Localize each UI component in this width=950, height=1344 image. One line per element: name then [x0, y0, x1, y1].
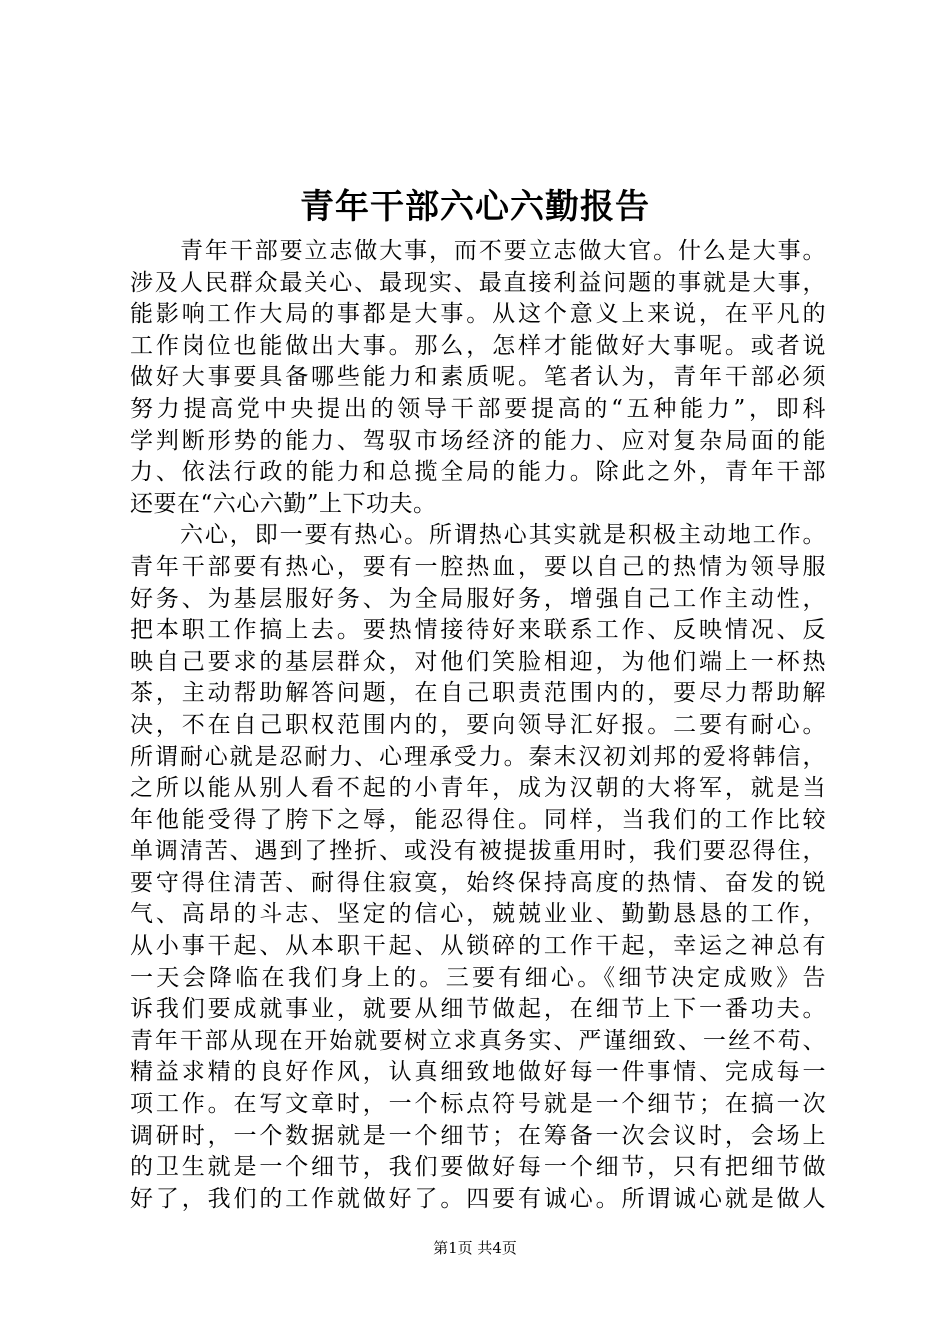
- text-line: 调研时，一个数据就是一个细节；在筹备一次会议时，会场上: [130, 1122, 826, 1149]
- text-line: 单调清苦、遇到了挫折、或没有被提拔重用时，我们要忍得住，: [130, 838, 826, 865]
- text-line: 青年干部要立志做大事，而不要立志做大官。什么是大事。: [180, 238, 826, 264]
- text-line: 力、依法行政的能力和总揽全局的能力。除此之外，青年干部: [130, 459, 826, 486]
- text-line: 涉及人民群众最关心、最现实、最直接利益问题的事就是大事，: [130, 269, 826, 296]
- text-line: 所谓耐心就是忍耐力、心理承受力。秦末汉初刘邦的爱将韩信，: [130, 743, 826, 770]
- text-line: 要守得住清苦、耐得住寂寞，始终保持高度的热情、奋发的锐: [130, 869, 826, 896]
- text-line: 一天会降临在我们身上的。三要有细心。《细节决定成败》告: [130, 964, 826, 991]
- text-line: 做好大事要具备哪些能力和素质呢。笔者认为，青年干部必须: [130, 364, 826, 391]
- text-line: 项工作。在写文章时，一个标点符号就是一个细节；在搞一次: [130, 1091, 826, 1118]
- page-footer: 第1页 共4页: [433, 1239, 517, 1257]
- text-line: 把本职工作搞上去。要热情接待好来联系工作、反映情况、反: [130, 617, 826, 644]
- text-line: 努力提高党中央提出的领导干部要提高的“五种能力”，即科: [130, 395, 826, 422]
- text-line: 能影响工作大局的事都是大事。从这个意义上来说，在平凡的: [130, 301, 826, 328]
- text-line: 之所以能从别人看不起的小青年，成为汉朝的大将军，就是当: [130, 775, 826, 802]
- text-line: 青年干部从现在开始就要树立求真务实、严谨细致、一丝不苟、: [130, 1027, 826, 1054]
- text-line: 六心，即一要有热心。所谓热心其实就是积极主动地工作。: [180, 522, 826, 549]
- text-line: 学判断形势的能力、驾驭市场经济的能力、应对复杂局面的能: [130, 427, 826, 454]
- text-line: 好务、为基层服好务、为全局服好务，增强自己工作主动性，: [130, 585, 826, 612]
- text-line: 决，不在自己职权范围内的，要向领导汇好报。二要有耐心。: [130, 711, 826, 738]
- text-line: 从小事干起、从本职干起、从锁碎的工作干起，幸运之神总有: [130, 933, 826, 960]
- text-line: 青年干部要有热心，要有一腔热血，要以自己的热情为领导服: [130, 553, 826, 580]
- document-title: 青年干部六心六勤报告: [300, 187, 650, 227]
- text-line: 诉我们要成就事业，就要从细节做起，在细节上下一番功夫。: [130, 996, 826, 1023]
- text-line: 气、高昂的斗志、坚定的信心，兢兢业业、勤勤恳恳的工作，: [130, 901, 826, 928]
- text-line: 茶，主动帮助解答问题，在自己职责范围内的，要尽力帮助解: [130, 680, 826, 707]
- text-line: 精益求精的良好作风，认真细致地做好每一件事情、完成每一: [130, 1059, 826, 1086]
- document-body: [130, 236, 826, 1215]
- text-line: 映自己要求的基层群众，对他们笑脸相迎，为他们端上一杯热: [130, 648, 826, 675]
- text-line: 的卫生就是一个细节，我们要做好每一个细节，只有把细节做: [130, 1154, 826, 1181]
- text-line: 好了，我们的工作就做好了。四要有诚心。所谓诚心就是做人: [130, 1185, 826, 1212]
- text-line: 还要在“六心六勤”上下功夫。: [130, 490, 437, 517]
- text-line: 年他能受得了胯下之辱，能忍得住。同样，当我们的工作比较: [130, 806, 826, 833]
- text-line: 工作岗位也能做出大事。那么，怎样才能做好大事呢。或者说: [130, 332, 826, 359]
